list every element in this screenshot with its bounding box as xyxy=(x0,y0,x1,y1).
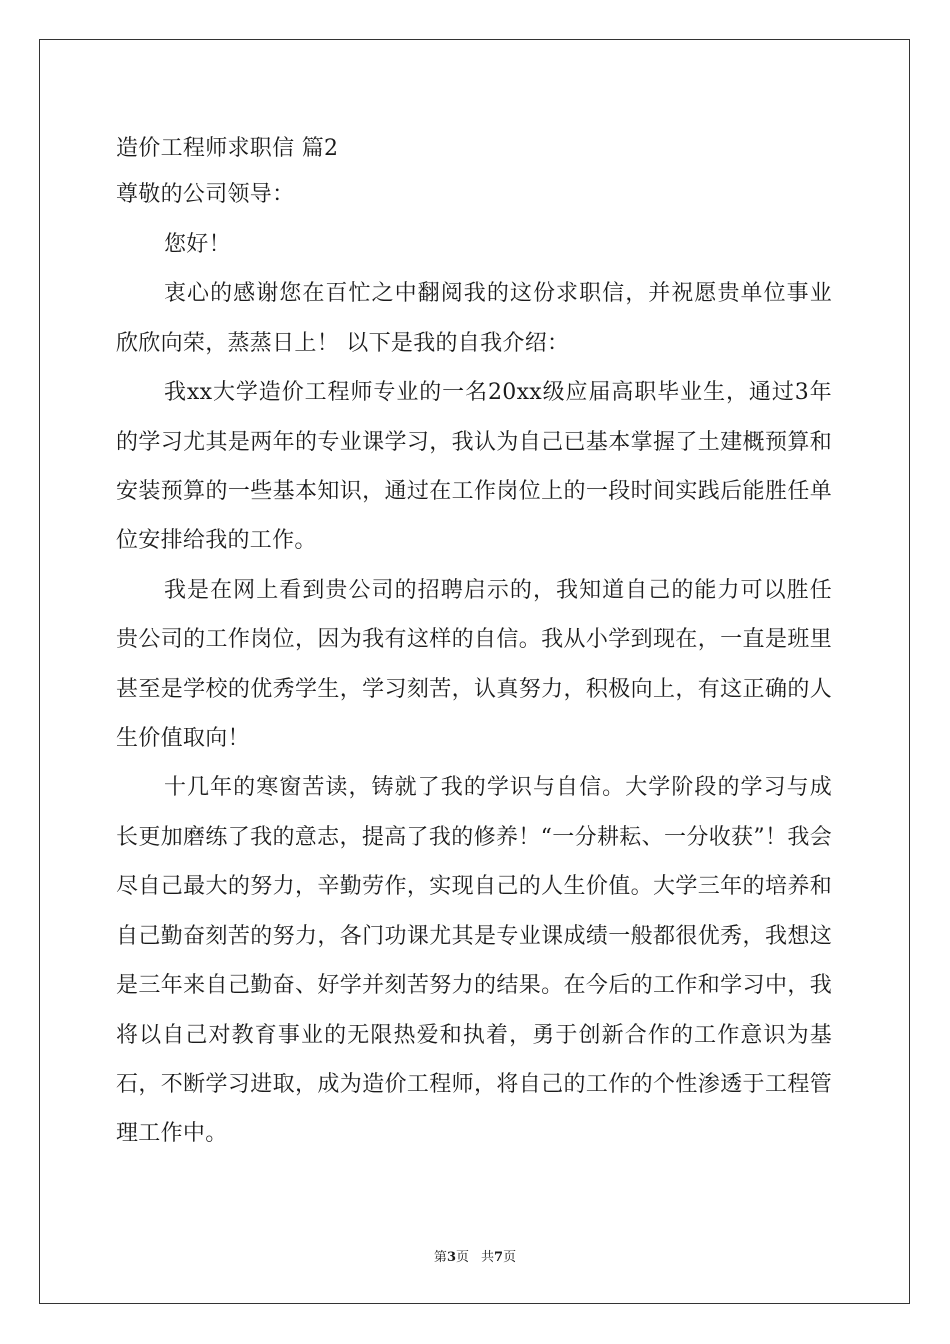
page-current: 3 xyxy=(446,1250,456,1265)
paragraph-greeting: 您好！ xyxy=(164,232,231,257)
page-suffix: 页 xyxy=(455,1250,469,1265)
page-prefix: 第 xyxy=(433,1250,447,1265)
paragraph-motivation: 我是在网上看到贵公司的招聘启示的，我知道自己的能力可以胜任贵公司的工作岗位，因为我有这样的自信。我从小学到现在，一直是班里甚至是学校的优秀学生，学习刻苦，认真努力，积极向上，有这正确的人生价值取向！ xyxy=(116,577,832,752)
page-total: 7 xyxy=(494,1250,504,1265)
salutation: 尊敬的公司领导： xyxy=(116,182,295,207)
paragraph-thanks: 衷心的感谢您在百忙之中翻阅我的这份求职信，并祝愿贵单位事业欣欣向荣，蒸蒸日上！ 以下是我的自我介绍： xyxy=(116,281,832,356)
page-footer xyxy=(0,1246,950,1265)
paragraph-closing: 十几年的寒窗苦读，铸就了我的学识与自信。大学阶段的学习与成长更加磨练了我的意志，提高了我的修养！“一分耕耘、一分收获”！我会尽自己最大的努力，辛勤劳作，实现自己的人生价值。大学三年的培养和自己勤奋刻苦的努力，各门功课尤其是专业课成绩一般都很优秀，我想这是三年来自己勤奋、好学并刻苦努力的结果。在今后的工作和学习中，我将以自己对教育事业的无限热爱和执着，勇于创新合作的工作意识为基石，不断学习进取，成为造价工程师，将自己的工作的个性渗透于工程管理工作中。 xyxy=(116,775,832,1147)
document-body xyxy=(116,126,832,1159)
paragraph-education: 我xx大学造价工程师专业的一名20xx级应届高职毕业生，通过3年的学习尤其是两年的专业课学习，我认为自己已基本掌握了土建概预算和安装预算的一些基本知识，通过在工作岗位上的一段时间实践后能胜任单位安排给我的工作。 xyxy=(116,380,832,554)
document-title: 造价工程师求职信 篇2 xyxy=(116,136,339,161)
total-prefix: 共 xyxy=(481,1250,495,1265)
total-suffix: 页 xyxy=(503,1250,517,1265)
